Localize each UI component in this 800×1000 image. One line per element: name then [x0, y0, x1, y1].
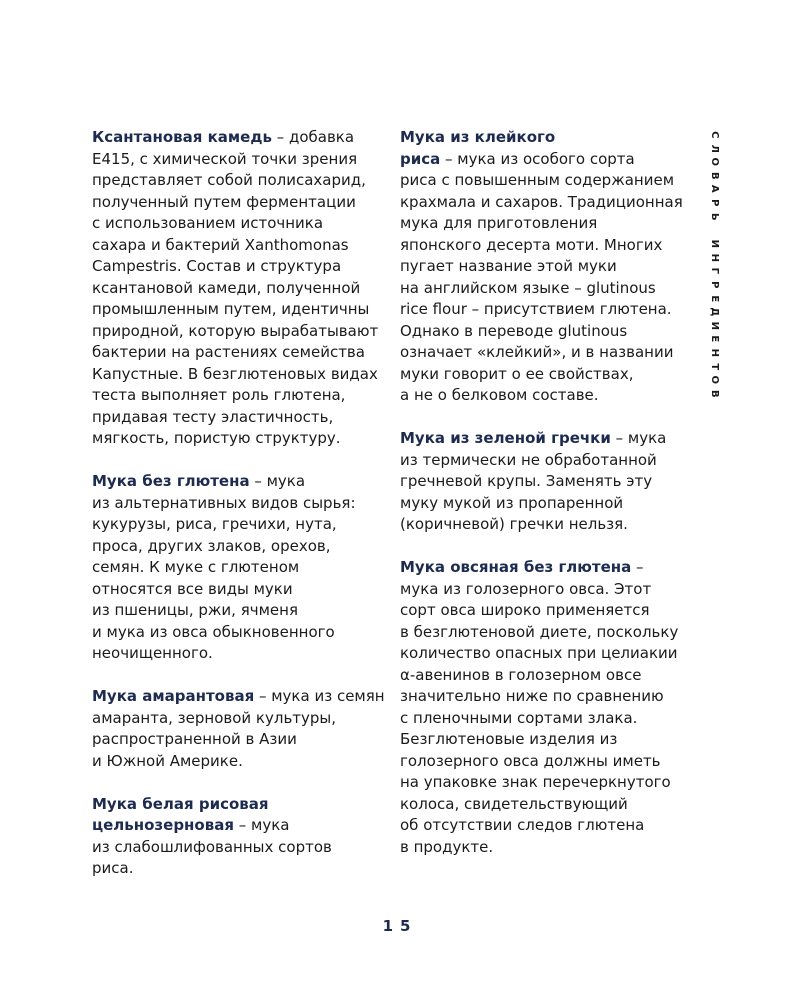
section-title-word-1: [704, 128, 724, 223]
entry-line: муки говорит о ее свойствах,: [400, 364, 634, 383]
glossary-entry-amaranth-flour: [92, 686, 385, 772]
entry-line: Мука без глютена – мука: [92, 472, 306, 490]
right-column: [400, 127, 683, 880]
entry-line: цельнозерновая – мука: [92, 816, 290, 834]
entry-text: [92, 686, 385, 772]
section-title-word-2: [704, 237, 724, 400]
entry-line: природной, которую вырабатывают: [92, 321, 379, 340]
entry-line: Мука амарантовая – мука из семян: [92, 687, 385, 705]
entry-line: придавая тесту эластичность,: [92, 407, 334, 426]
entry-term: Мука из клейкого: [400, 128, 556, 146]
entry-line: сорт овса широко применяется: [400, 601, 650, 619]
section-title-letter: Г: [708, 267, 720, 275]
entry-text: [92, 794, 367, 880]
entry-term: риса: [400, 149, 441, 168]
entry-line: означает «клейкий», и в названии: [400, 343, 674, 361]
glossary-entry-gluten-free-oat-flour: [400, 557, 679, 858]
entry-line: семян. К муке с глютеном: [92, 558, 300, 576]
entry-line: из пшеницы, ржи, ячменя: [92, 601, 298, 619]
section-title-letter: О: [708, 375, 720, 385]
entry-line: Мука из зеленой гречки – мука: [400, 429, 667, 447]
entry-line: а не о белковом составе.: [400, 386, 599, 404]
entry-line: Campestris. Состав и структура: [92, 257, 342, 275]
entry-line: с пленочными сортами злака.: [400, 708, 638, 727]
entry-line: риса – мука из особого сорта: [400, 149, 635, 168]
entry-line: голозерного овса должны иметь: [400, 751, 661, 770]
entry-line: мука для приготовления: [400, 214, 598, 232]
entry-term: Мука амарантовая: [92, 687, 255, 705]
entry-line: распространенной в Азии: [92, 730, 297, 748]
entry-text: [400, 127, 683, 407]
glossary-entry-gluten-free-flour: [92, 471, 367, 665]
entry-term: Мука без глютена: [92, 472, 250, 490]
entry-line: теста выполняет роль глютена,: [92, 386, 346, 404]
entry-line: гречневой крупы. Заменять эту: [400, 472, 653, 490]
entry-line: из слабошлифованных сортов: [92, 837, 332, 856]
section-title-letter: И: [708, 321, 720, 330]
entry-term: Ксантановая камедь: [92, 128, 272, 146]
section-title-letter: И: [708, 239, 720, 249]
section-title-letter: Д: [708, 307, 720, 317]
entry-line: значительно ниже по сравнению: [400, 687, 664, 705]
entry-line: и Южной Америке.: [92, 751, 243, 770]
entry-line: мука из голозерного овса. Этот: [400, 579, 652, 598]
left-column: [92, 127, 385, 901]
section-title-letter: А: [708, 185, 720, 194]
entry-line: неочищенного.: [92, 644, 213, 662]
entry-line: представляет собой полисахарид,: [92, 171, 366, 189]
section-title-letter: О: [708, 157, 720, 167]
entry-line: риса с повышенным содержанием: [400, 171, 675, 189]
entry-term: Мука овсяная без глютена: [400, 558, 632, 576]
entry-line: риса.: [92, 859, 134, 877]
entry-line: Однако в переводе glutinous: [400, 321, 628, 340]
entry-line: промышленным путем, идентичны: [92, 300, 370, 318]
entry-line: Капустные. В безглютеновых видах: [92, 364, 378, 383]
entry-line: относятся все виды муки: [92, 579, 293, 598]
entry-line: японского десерта моти. Многих: [400, 235, 663, 254]
glossary-entry-white-rice-wholegrain-flour: [92, 794, 367, 880]
section-title-letter: С: [708, 131, 720, 139]
entry-line: об отсутствии следов глютена: [400, 816, 645, 834]
entry-line: из альтернативных видов сырья:: [92, 493, 356, 512]
section-title-letter: Л: [708, 144, 720, 153]
section-title-letter: В: [708, 389, 720, 398]
entry-line: и мука из овса обыкновенного: [92, 622, 335, 641]
entry-text: [92, 471, 367, 665]
glossary-entry-glutinous-rice-flour: [400, 127, 683, 407]
entry-line: Мука овсяная без глютена –: [400, 558, 644, 576]
entry-term: цельнозерновая: [92, 816, 234, 834]
entry-line: с использованием источника: [92, 214, 324, 232]
entry-line: количество опасных при целиакии: [400, 644, 678, 662]
section-title-letter: Т: [708, 362, 720, 370]
section-title-vertical: [704, 128, 724, 400]
entry-text: [92, 127, 379, 450]
section-title-letter: В: [708, 171, 720, 180]
entry-line: бактерии на растениях семейства: [92, 343, 365, 361]
entry-term: Мука из зеленой гречки: [400, 429, 611, 447]
entry-line: амаранта, зерновой культуры,: [92, 708, 337, 727]
entry-line: мягкость, пористую структуру.: [92, 429, 341, 447]
glossary-entry-xanthan-gum: [92, 127, 379, 450]
section-title-letter: Р: [708, 199, 720, 207]
entry-term: Мука белая рисовая: [92, 794, 269, 813]
entry-line: ксантановой камеди, полученной: [92, 278, 361, 297]
entry-line: E415, с химической точки зрения: [92, 149, 358, 168]
entry-line: сахара и бактерий Xanthomonas: [92, 235, 349, 254]
entry-line: в продукте.: [400, 837, 494, 856]
entry-line: кукурузы, риса, гречихи, нута,: [92, 515, 337, 533]
entry-line: на английском языке – glutinous: [400, 278, 656, 297]
entry-line: полученный путем ферментации: [92, 192, 356, 211]
entry-line: пугает название этой муки: [400, 257, 617, 275]
entry-line: проса, других злаков, орехов,: [92, 536, 331, 555]
entry-line: муку мукой из пропаренной: [400, 493, 624, 512]
glossary-entry-green-buckwheat-flour: [400, 428, 670, 536]
section-title-letter: Е: [708, 335, 720, 343]
entry-text: [400, 428, 670, 536]
section-title-letter: Р: [708, 281, 720, 289]
entry-line: rice flour – присутствием глютена.: [400, 300, 672, 318]
section-title-letter: Ь: [708, 212, 720, 221]
entry-line: из термически не обработанной: [400, 450, 657, 469]
entry-line: крахмала и сахаров. Традиционная: [400, 192, 683, 211]
entry-line: (коричневой) гречки нельзя.: [400, 515, 628, 533]
entry-line: Безглютеновые изделия из: [400, 730, 618, 748]
entry-line: α-авенинов в голозерном овсе: [400, 665, 642, 684]
section-title-letter: Н: [708, 348, 720, 357]
section-title-letter: Н: [708, 253, 720, 262]
entry-line: Ксантановая камедь – добавка: [92, 128, 355, 146]
entry-line: колоса, свидетельствующий: [400, 794, 628, 813]
entry-line: на упаковке знак перечеркнутого: [400, 773, 671, 791]
entry-text: [400, 557, 679, 858]
section-title-letter: Е: [708, 294, 720, 302]
page-number: 15: [382, 917, 418, 935]
entry-line: в безглютеновой диете, поскольку: [400, 622, 679, 641]
